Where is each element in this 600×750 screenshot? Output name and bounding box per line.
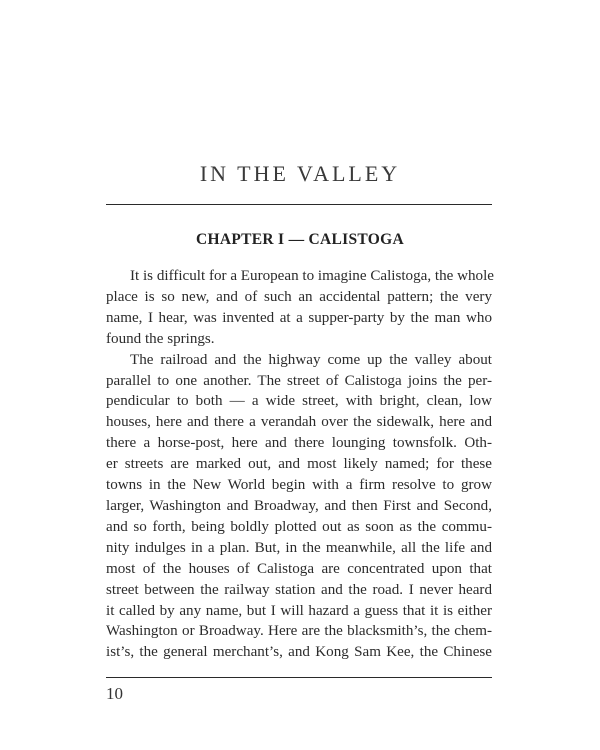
chapter-title: CHAPTER I — CALISTOGA: [196, 231, 404, 248]
text-line: The railroad and the highway come up the valley about: [130, 351, 492, 368]
section-title: IN THE VALLEY: [199, 161, 401, 186]
top-rule: [106, 204, 492, 205]
paragraph-1: [106, 266, 492, 350]
text-line: there a horse-post, here and there lounging townsfolk. Oth-: [106, 435, 492, 452]
text-line: and so forth, being boldly plotted out as soon as the commu-: [106, 518, 492, 535]
text-line: parallel to one another. The street of Calistoga joins the per-: [106, 372, 492, 389]
text-line: place is so new, and of such an accidental pattern; the very: [106, 288, 492, 305]
text-line: larger, Washington and Broadway, and then First and Second,: [106, 497, 492, 514]
text-line: street between the railway station and the road. I never heard: [106, 581, 492, 598]
text-line: It is difficult for a European to imagine Calistoga, the whole: [130, 268, 494, 284]
text-line: er streets are marked out, and most likely named; for these: [106, 456, 492, 473]
text-line: name, I hear, was invented at a supper-party by the man who: [106, 309, 492, 326]
body-text: [106, 266, 492, 663]
text-line: pendicular to both — a wide street, with bright, clean, low: [106, 393, 492, 410]
text-line: it called by any name, but I will hazard a guess that it is either: [106, 602, 492, 619]
text-line: houses, here and there a verandah over the sidewalk, here and: [106, 414, 492, 431]
bottom-rule: [106, 677, 492, 678]
text-line: towns in the New World begin with a firm resolve to grow: [106, 477, 492, 494]
text-line: nity indulges in a plan. But, in the meanwhile, all the life and: [106, 539, 492, 556]
text-line: found the springs.: [106, 330, 215, 347]
paragraph-2: [106, 350, 492, 664]
text-line: Washington or Broadway. Here are the blacksmith’s, the chem-: [106, 623, 492, 640]
page-number: 10: [106, 684, 123, 703]
text-line: most of the houses of Calistoga are concentrated upon that: [106, 560, 492, 577]
text-line: ist’s, the general merchant’s, and Kong Sam Kee, the Chinese: [106, 644, 492, 661]
